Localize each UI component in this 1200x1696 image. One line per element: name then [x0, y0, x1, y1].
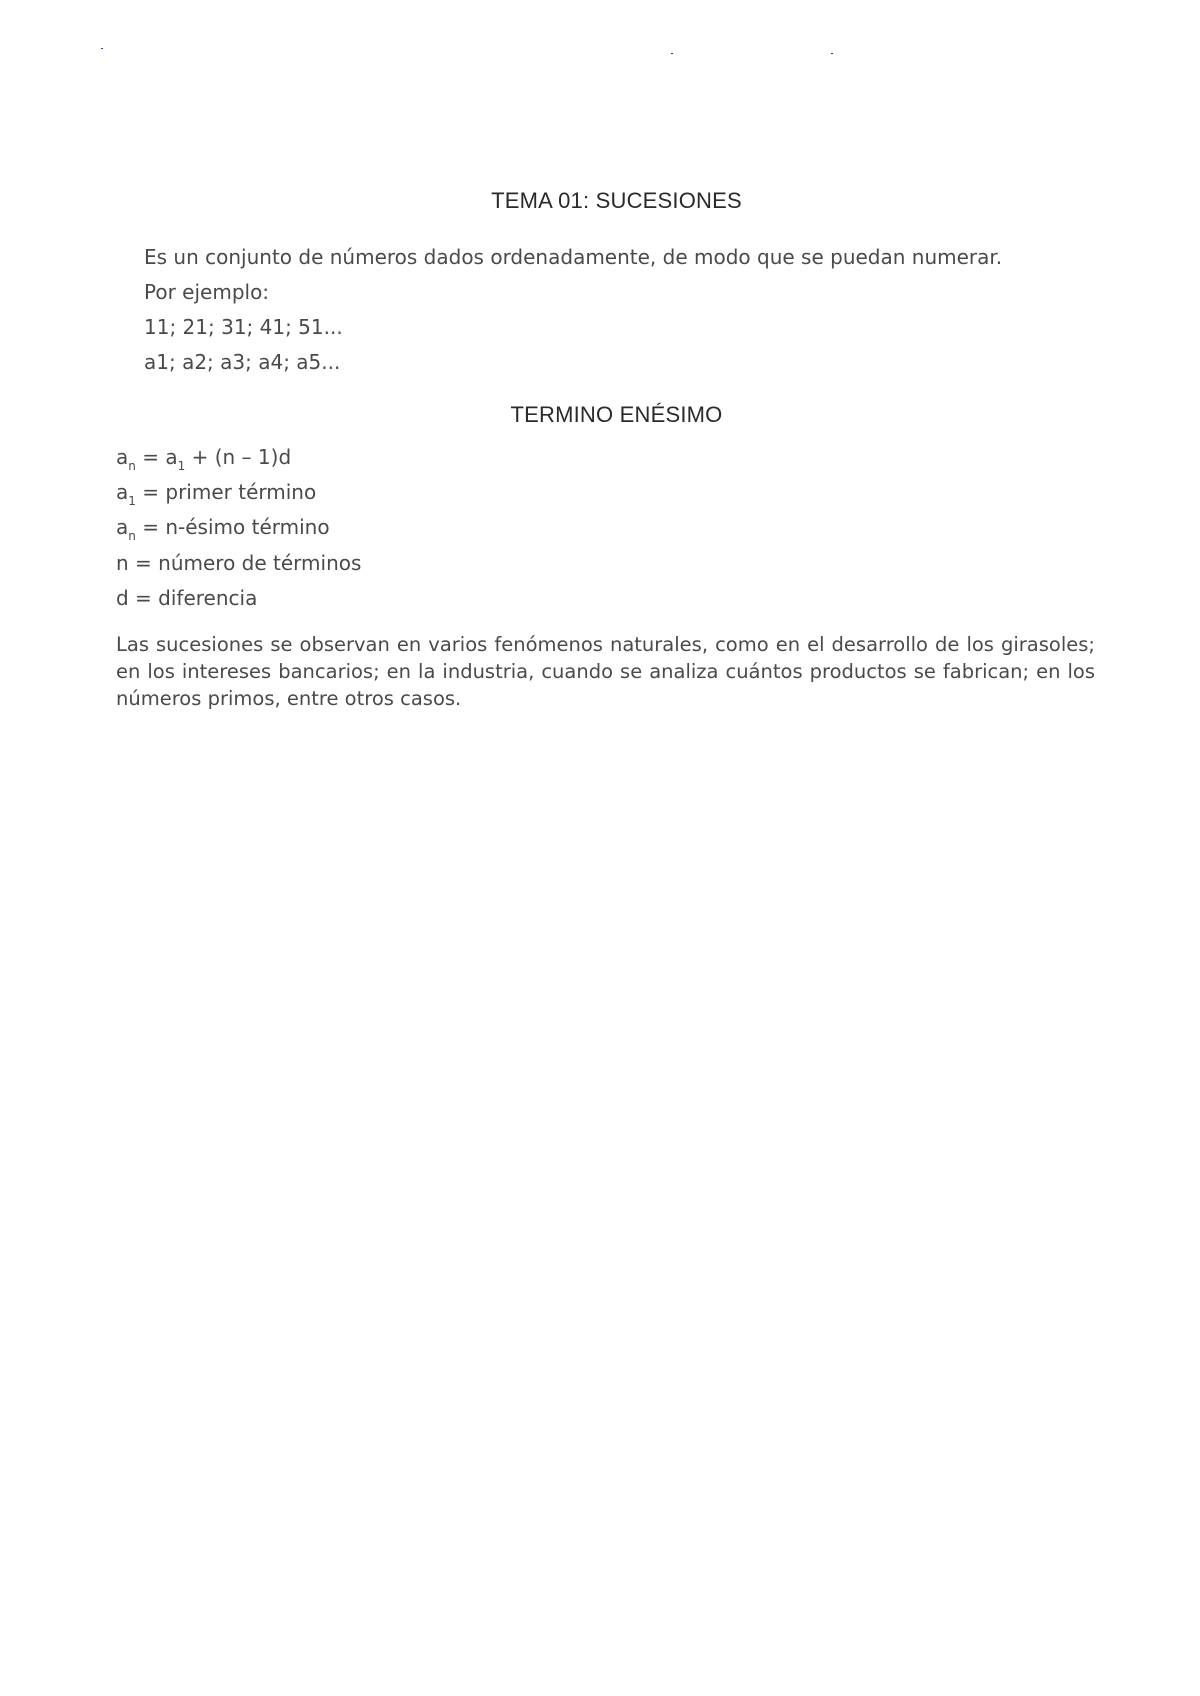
- formula-text: + (n – 1)d: [185, 445, 292, 469]
- general-term-formula: [116, 445, 292, 473]
- section-title: TERMINO ENÉSIMO: [510, 402, 723, 427]
- n-definition: n = número de términos: [116, 551, 362, 575]
- d-definition: d = diferencia: [116, 586, 258, 610]
- closing-paragraph: Las sucesiones se observan en varios fenómenos naturales, como en el desarrollo de los girasoles; en los intereses bancarios; en la industria, cuando se analiza cuántos productos se fabrican; en los números primos, entre otros casos.: [116, 633, 1095, 710]
- formula-text: = a: [135, 445, 178, 469]
- formula-subscript: n: [128, 529, 136, 543]
- formula-symbol: a: [116, 515, 129, 539]
- nth-term-definition: [116, 515, 330, 543]
- scan-mark: [671, 53, 673, 54]
- formula-subscript: n: [128, 459, 136, 473]
- example-label: Por ejemplo:: [144, 280, 270, 304]
- formula-text: = n-ésimo término: [135, 515, 330, 539]
- scan-mark: [101, 48, 103, 49]
- scan-mark: [831, 53, 833, 54]
- formula-symbol: a: [116, 480, 129, 504]
- formula-symbol: a: [116, 445, 129, 469]
- definition-text: Es un conjunto de números dados ordenadamente, de modo que se puedan numerar.: [144, 245, 1003, 269]
- formula-subscript: 1: [128, 494, 136, 508]
- example-terms: a1; a2; a3; a4; a5...: [144, 350, 341, 374]
- example-numbers: 11; 21; 31; 41; 51...: [144, 315, 343, 339]
- formula-subscript: 1: [177, 459, 186, 473]
- formula-text: = primer término: [135, 480, 317, 504]
- page-title: TEMA 01: SUCESIONES: [491, 188, 742, 213]
- first-term-definition: [116, 480, 317, 508]
